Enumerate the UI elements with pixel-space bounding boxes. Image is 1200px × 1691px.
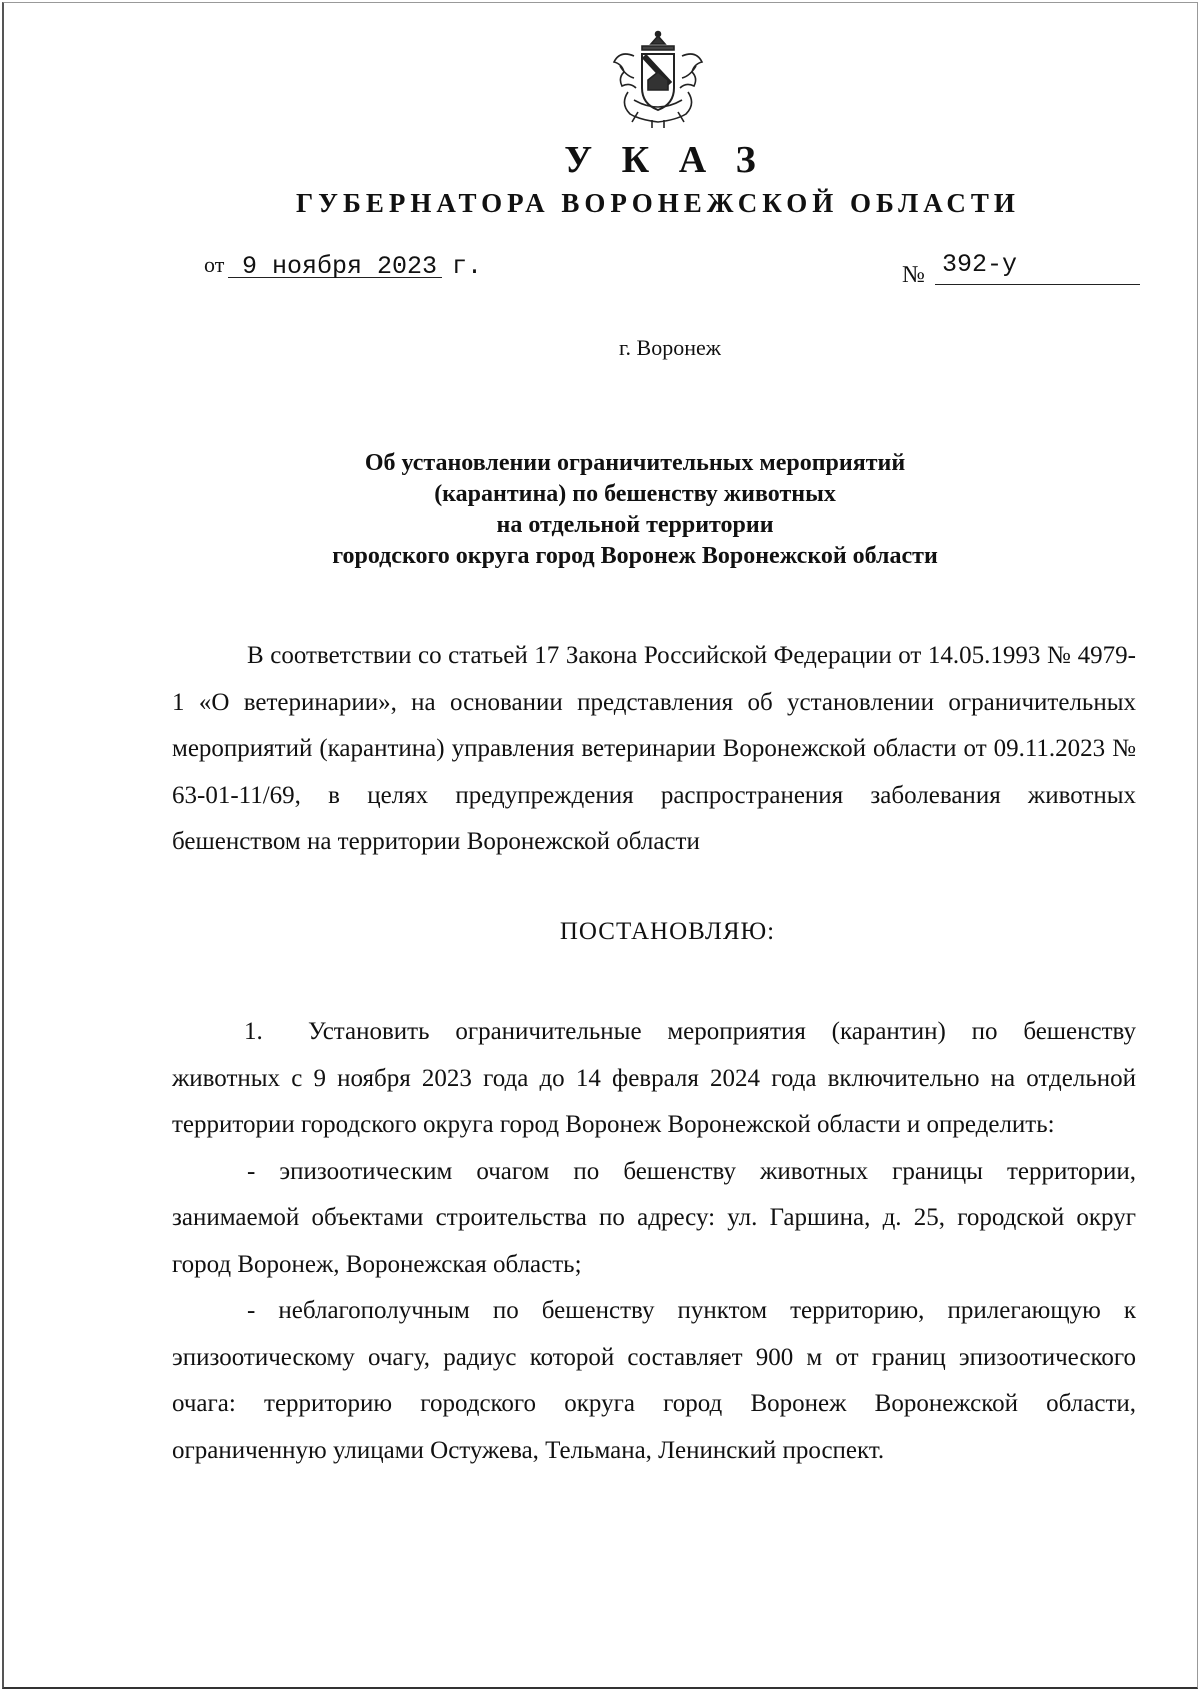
document-heading: [250, 448, 1020, 572]
preamble-paragraph: В соответствии со статьей 17 Закона Российской Федерации от 14.05.1993 № 4979-1 «О ветеринарии», на основании представления об установлении ограничительных мероприятий (карантина) управления ветеринарии Воронежской области от 09.11.2023 № 63-01-11/69, в целях предупреждения распространения заболевания животных бешенством на территории Воронежской области: [172, 642, 1136, 855]
bullet-1-paragraph: - эпизоотическим очагом по бешенству животных границы территории, занимаемой объектами строительства по адресу: ул. Гаршина, д. 25, городской округ город Воронеж, Воронежская область;: [172, 1157, 1136, 1278]
item-1-number: 1.: [244, 1018, 263, 1045]
heading-line: Об установлении ограничительных мероприятий: [364, 450, 906, 476]
bullet-2-paragraph: - неблагополучным по бешенству пунктом территорию, прилегающую к эпизоотическому очагу, радиус которой составляет 900 м от границ эпизоотического очага: территорию городского округа город Воронеж Воронежской области, ограниченную улицами Остужева, Тельмана, Ленинский проспект.: [172, 1297, 1136, 1464]
date-prefix: от: [204, 252, 225, 277]
number-value: 392-у: [942, 250, 1018, 279]
preamble-block: [172, 633, 1136, 866]
heading-line: на отдельной территории: [496, 512, 774, 538]
decree-heading: ПОСТАНОВЛЯЮ:: [559, 918, 776, 945]
item-1-paragraph: [172, 1009, 1136, 1149]
number-underline: [935, 284, 1140, 285]
coat-of-arms-icon: [612, 30, 704, 130]
date-value: 9 ноября 2023 г.: [242, 252, 483, 281]
heading-line: городского округа город Воронеж Воронежской области: [332, 543, 938, 569]
document-title: У К А З: [564, 139, 766, 181]
number-label: №: [902, 262, 925, 288]
document-subtitle: ГУБЕРНАТОРА ВОРОНЕЖСКОЙ ОБЛАСТИ: [296, 188, 1020, 218]
heading-line: (карантина) по бешенству животных: [434, 481, 836, 507]
item-1-text: Установить ограничительные мероприятия (карантин) по бешенству животных с 9 ноября 2023 года до 14 февраля 2024 года включительно на отдельной территории городского округа город Воронеж Воронежской области и определить:: [172, 1018, 1136, 1138]
city-label: г. Воронеж: [619, 335, 721, 360]
item-1-block: [172, 1009, 1136, 1474]
